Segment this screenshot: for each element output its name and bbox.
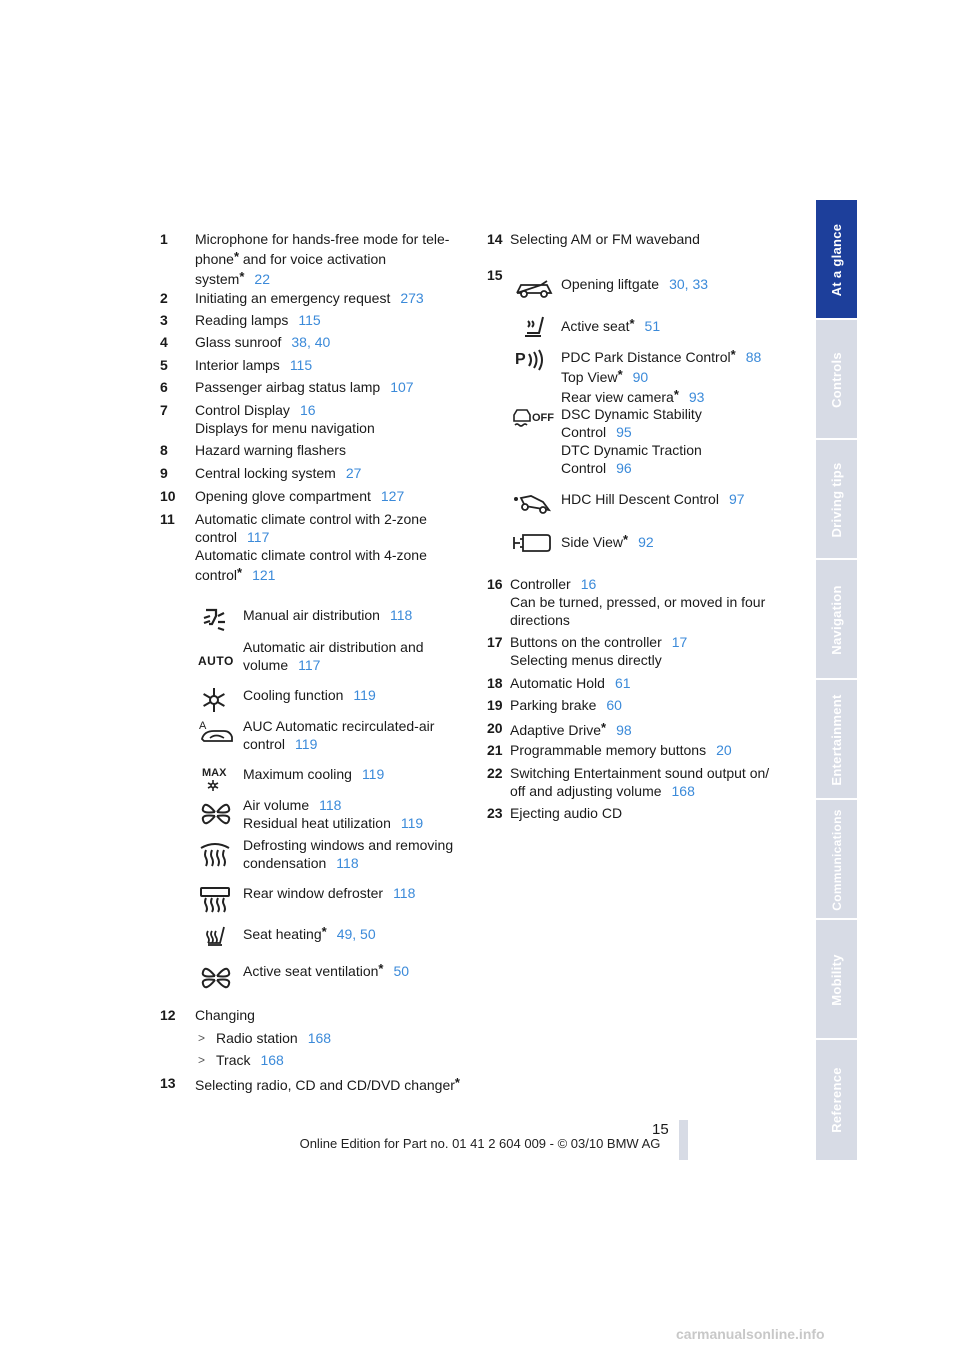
page-link[interactable]: 168 [307,1030,332,1046]
page-link[interactable]: 61 [614,675,631,691]
page-link[interactable]: 97 [728,491,745,507]
page-link[interactable]: 118 [393,885,416,901]
svg-text:P: P [515,351,526,368]
page-link[interactable]: 119 [353,687,376,703]
page-link[interactable]: 95 [616,424,632,440]
air-distribution-icon [198,606,238,634]
footer-text: Online Edition for Part no. 01 41 2 604 009 - © 03/10 BMW AG [299,1136,661,1151]
page-link[interactable]: 127 [380,488,405,504]
tab-mobility[interactable]: Mobility [816,918,857,1039]
seat-heating-icon [198,923,238,951]
page-link[interactable]: 16 [299,402,316,418]
snowflake-icon [198,686,238,714]
page-link[interactable]: 93 [688,389,705,405]
page-link[interactable]: 38 [291,334,307,350]
page-link[interactable]: 273 [400,290,424,306]
page-link[interactable]: 27 [345,465,362,481]
tab-entertainment[interactable]: Entertainment [816,678,857,799]
svg-text:MAX: MAX [202,767,227,779]
page-link[interactable]: 168 [671,783,695,799]
rear-window-defrost-icon [198,884,238,914]
page-link[interactable]: 22 [254,271,270,287]
page-link[interactable]: 119 [295,736,318,752]
page-link[interactable]: 168 [260,1052,284,1068]
side-view-icon [511,531,557,559]
page-link[interactable]: 30 [669,276,685,292]
page-link[interactable]: 49 [336,926,353,942]
page-link[interactable]: 88 [745,349,762,365]
auto-icon: AUTO [198,654,234,668]
page-link[interactable]: 118 [389,607,413,623]
page-link[interactable]: 118 [336,855,359,871]
page-link[interactable]: 16 [580,576,597,592]
page-link[interactable]: 119 [400,815,424,831]
liftgate-icon [515,275,555,303]
dsc-off-icon [511,405,557,433]
page-link[interactable]: 17 [671,634,688,650]
max-cooling-icon [198,765,238,793]
tab-controls[interactable]: Controls [816,318,857,439]
tab-reference[interactable]: Reference [816,1038,857,1160]
tab-navigation[interactable]: Navigation [816,558,857,679]
page-link[interactable]: 98 [616,722,632,738]
page-link[interactable]: 92 [638,534,654,550]
page-link[interactable]: 90 [632,369,649,385]
page-link[interactable]: 40 [314,334,331,350]
pdc-icon [515,346,555,374]
page-link[interactable]: 121 [252,567,276,583]
page-link[interactable]: 60 [606,697,622,713]
seat-ventilation-icon [198,960,238,996]
chapter-tabs [816,198,857,1160]
svg-text:A: A [199,720,207,732]
windshield-defrost-icon [198,836,238,868]
page-link[interactable]: 20 [716,742,732,758]
page-link[interactable]: 117 [247,529,270,545]
tab-communications[interactable]: Communications [816,798,857,919]
page-link[interactable]: 96 [616,460,632,476]
page-number: 15 [652,1121,669,1138]
active-seat-icon [515,315,555,343]
hdc-icon [511,490,557,518]
page-link[interactable]: 50 [360,926,376,942]
page-link[interactable]: 115 [289,357,313,373]
tab-at-a-glance[interactable]: At a glance [816,198,857,319]
page-link[interactable]: 117 [298,657,321,673]
page-link[interactable]: 115 [298,312,321,328]
fan-icon [198,796,238,832]
page-link[interactable]: 118 [319,797,342,813]
item-text: Microphone for hands-free mode for tele- [195,231,450,247]
page-link[interactable]: 50 [393,963,410,979]
page-link[interactable]: 119 [361,766,385,782]
page-link[interactable]: 51 [644,318,661,334]
page-link[interactable]: 33 [692,276,709,292]
recirculation-icon [198,717,238,745]
page-link[interactable]: 107 [390,379,414,395]
tab-driving-tips[interactable]: Driving tips [816,438,857,559]
watermark: carmanualsonline.info [676,1326,825,1342]
svg-text:OFF: OFF [532,412,554,424]
